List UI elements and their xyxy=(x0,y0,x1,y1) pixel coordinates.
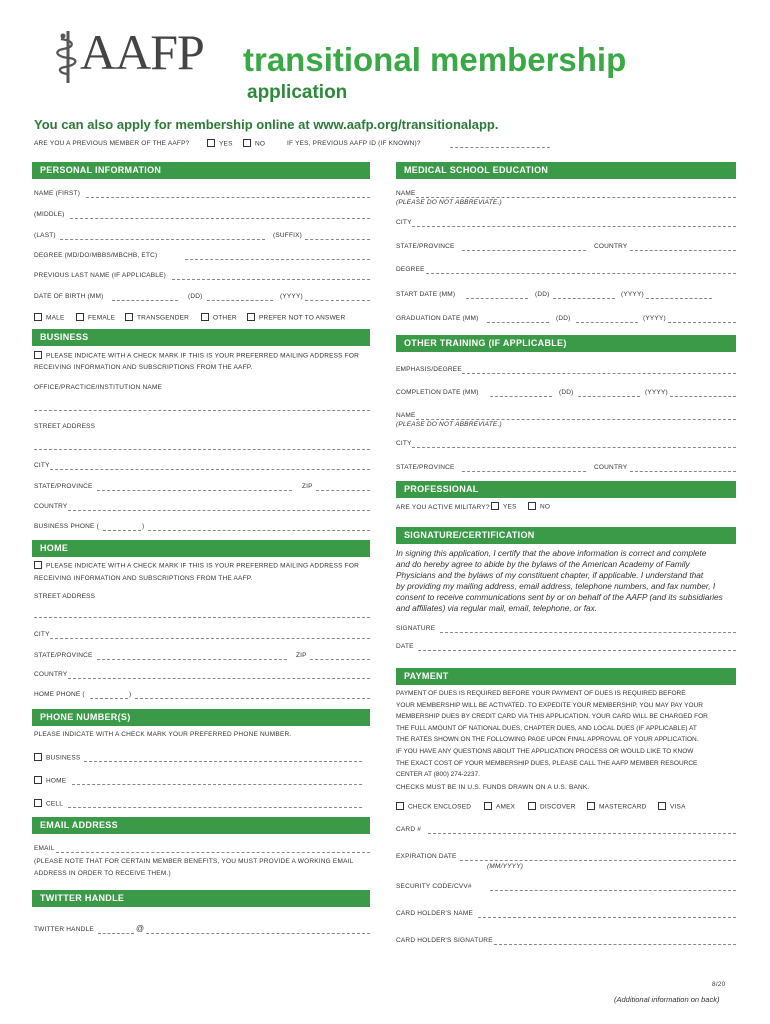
med-name-label: NAME xyxy=(396,190,416,197)
page-title: transitional membership xyxy=(243,41,627,78)
card-holder-name-label: CARD HOLDER'S NAME xyxy=(396,910,474,917)
email-note-1: (PLEASE NOTE THAT FOR CERTAIN MEMBER BENEFITS, YOU MUST PROVIDE A WORKING EMAIL xyxy=(34,858,354,865)
signature-heading: SIGNATURE/CERTIFICATION xyxy=(396,527,736,544)
checkbox-icon[interactable] xyxy=(34,561,42,569)
payment-text: PAYMENT OF DUES IS REQUIRED BEFORE YOUR PAYMENT OF DUES IS REQUIRED BEFORE YOUR MEMBERSHIP WILL BE ACTIVATED. TO EXPEDITE YOUR MEMBERSHIP, YOU MAY PAY YOUR MEMBERSHIP DUES BY CREDIT CARD VIA THIS APPLICATION. YOUR CARD WILL BE CHARGED FOR THE FULL AMOUNT OF NATIONAL DUES, CHAPTER DUES, AND LOCAL DUES (IF APPLICABLE) AT THE RATES SHOWN ON THE FOLLOWING PAGE UPON FINAL APPROVAL OF YOUR APPLICATION. IF YOU HAVE ANY QUESTIONS ABOUT THE APPLICATION PROCESS OR WOULD LIKE TO KNOW THE EXACT COST OF YOUR MEMBERSHIP DUES, PLEASE CALL THE AAFP MEMBER RESOURCE CENTER AT (800) 274-2237. xyxy=(396,690,708,779)
grad-yyyy-field[interactable] xyxy=(668,322,736,323)
start-date-label: START DATE (MM) xyxy=(396,291,456,298)
checkbox-icon[interactable] xyxy=(396,802,404,810)
med-city-field[interactable] xyxy=(412,226,736,227)
previous-member-question: ARE YOU A PREVIOUS MEMBER OF THE AAFP? xyxy=(34,140,190,147)
business-street-label: STREET ADDRESS xyxy=(34,423,96,430)
home-phone-close: ) xyxy=(129,691,132,698)
med-state-label: STATE/PROVINCE xyxy=(396,243,455,250)
aafp-logo-staff-icon xyxy=(55,27,81,85)
training-country-field[interactable] xyxy=(630,471,736,472)
phone-preference-note: PLEASE INDICATE WITH A CHECK MARK YOUR PREFERRED PHONE NUMBER. xyxy=(34,731,292,738)
card-holder-signature-label: CARD HOLDER'S SIGNATURE xyxy=(396,937,493,944)
start-yyyy-label: (YYYY) xyxy=(621,291,644,298)
home-mailing-preference[interactable]: PLEASE INDICATE WITH A CHECK MARK IF THIS IS YOUR PREFERRED MAILING ADDRESS FOR xyxy=(34,562,359,570)
previous-member-no[interactable]: NO xyxy=(243,140,265,148)
med-no-abbrev-note: (PLEASE DO NOT ABBREVIATE.) xyxy=(396,199,502,206)
completion-dd-label: (DD) xyxy=(559,389,574,396)
gender-prefer-not[interactable]: PREFER NOT TO ANSWER xyxy=(247,314,345,322)
home-phone-field[interactable] xyxy=(135,698,370,699)
aafp-logo: AAFP xyxy=(80,24,204,80)
med-city-label: CITY xyxy=(396,219,412,226)
expiration-label: EXPIRATION DATE xyxy=(396,853,457,860)
training-state-label: STATE/PROVINCE xyxy=(396,464,455,471)
medical-school-heading: MEDICAL SCHOOL EDUCATION xyxy=(396,162,736,179)
checkbox-icon[interactable] xyxy=(658,802,666,810)
expiration-field[interactable] xyxy=(460,860,736,861)
home-city-label: CITY xyxy=(34,631,50,638)
med-name-field[interactable] xyxy=(416,197,736,198)
grad-yyyy-label: (YYYY) xyxy=(643,315,666,322)
med-degree-label: DEGREE xyxy=(396,266,425,273)
phone-numbers-heading: PHONE NUMBER(S) xyxy=(32,709,370,726)
training-city-label: CITY xyxy=(396,440,412,447)
degree-field[interactable] xyxy=(185,259,370,260)
business-zip-field[interactable] xyxy=(316,490,370,491)
professional-heading: PROFESSIONAL xyxy=(396,481,736,498)
grad-dd-field[interactable] xyxy=(576,322,638,323)
twitter-heading: TWITTER HANDLE xyxy=(32,890,370,907)
security-code-label: SECURITY CODE/CVV# xyxy=(396,883,472,890)
start-yyyy-field[interactable] xyxy=(646,298,712,299)
date-field[interactable] xyxy=(418,650,736,651)
page-subtitle: application xyxy=(247,82,348,103)
home-heading: HOME xyxy=(32,540,370,557)
med-country-field[interactable] xyxy=(630,250,736,251)
twitter-handle-field[interactable] xyxy=(146,933,370,934)
checkbox-icon[interactable] xyxy=(201,313,209,321)
training-name-field[interactable] xyxy=(416,419,736,420)
business-country-label: COUNTRY xyxy=(34,503,68,510)
gender-male[interactable]: MALE xyxy=(34,314,65,322)
completion-yyyy-field[interactable] xyxy=(670,396,736,397)
med-country-label: COUNTRY xyxy=(594,243,628,250)
checkbox-icon[interactable] xyxy=(207,139,215,147)
med-state-field[interactable] xyxy=(462,250,586,251)
phone-business-field[interactable] xyxy=(84,761,362,762)
graduation-date-label: GRADUATION DATE (MM) xyxy=(396,315,479,322)
start-dd-field[interactable] xyxy=(553,298,615,299)
office-field[interactable] xyxy=(34,410,370,411)
checkbox-icon[interactable] xyxy=(528,802,536,810)
home-mailing-note: RECEIVING INFORMATION AND SUBSCRIPTIONS FROM THE AAFP. xyxy=(34,575,253,582)
emphasis-label: EMPHASIS/DEGREE xyxy=(396,366,462,373)
med-degree-field[interactable] xyxy=(426,273,736,274)
emphasis-field[interactable] xyxy=(462,373,736,374)
previous-id-label: IF YES, PREVIOUS AAFP ID (IF KNOWN)? xyxy=(287,140,421,147)
card-number-label: CARD # xyxy=(396,826,422,833)
degree-label: DEGREE (MD/DO/MBBS/MBCHB, ETC) xyxy=(34,252,158,259)
previous-member-yes[interactable]: YES xyxy=(207,140,233,148)
business-phone-close: ) xyxy=(142,523,145,530)
checkbox-icon[interactable] xyxy=(491,502,499,510)
business-heading: BUSINESS xyxy=(32,329,370,346)
middle-label: (MIDDLE) xyxy=(34,211,65,218)
completion-mm-field[interactable] xyxy=(490,396,552,397)
checkbox-icon[interactable] xyxy=(76,313,84,321)
business-phone-label: BUSINESS PHONE ( xyxy=(34,523,99,530)
twitter-at-symbol: @ xyxy=(136,924,145,933)
email-label: EMAIL xyxy=(34,845,55,852)
phone-cell-field[interactable] xyxy=(68,807,362,808)
email-note-2: ADDRESS IN ORDER TO RECEIVE THEM.) xyxy=(34,870,171,877)
last-label: (LAST) xyxy=(34,232,56,239)
dob-mm-field[interactable] xyxy=(112,300,178,301)
business-zip-label: ZIP xyxy=(302,483,313,490)
pay-visa[interactable]: VISA xyxy=(658,803,686,811)
business-street-field[interactable] xyxy=(34,449,370,450)
office-label: OFFICE/PRACTICE/INSTITUTION NAME xyxy=(34,384,163,391)
card-holder-name-field[interactable] xyxy=(478,917,736,918)
military-no-option[interactable]: NO xyxy=(528,503,550,511)
card-holder-signature-field[interactable] xyxy=(494,944,736,945)
checkbox-icon[interactable] xyxy=(484,802,492,810)
pay-check-enclosed[interactable]: CHECK ENCLOSED xyxy=(396,803,471,811)
start-dd-label: (DD) xyxy=(535,291,550,298)
grad-mm-field[interactable] xyxy=(487,322,549,323)
card-number-field[interactable] xyxy=(428,833,736,834)
online-apply-note: You can also apply for membership online at www.aafp.org/transitionalapp. xyxy=(34,117,499,132)
business-city-field[interactable] xyxy=(50,469,370,470)
business-phone-field[interactable] xyxy=(148,530,370,531)
start-mm-field[interactable] xyxy=(466,298,528,299)
certification-text: In signing this application, I certify that the above information is correct and complete and do hereby agree to abide by the bylaws of the American Academy of Family Physicians and the bylaws of my constituent chapter, if applicable. I understand that by providing my mailing address, email address, telephone numbers, and fax number, I consent to receive communications sent by or on behalf of the AAFP (and its subsidiaries and affiliates) via regular mail, email, telephone, or fax. xyxy=(396,548,723,613)
business-country-field[interactable] xyxy=(68,510,370,511)
business-state-label: STATE/PROVINCE xyxy=(34,483,93,490)
phone-cell-option[interactable]: CELL xyxy=(34,800,63,808)
name-first-field[interactable] xyxy=(86,197,370,198)
training-country-label: COUNTRY xyxy=(594,464,628,471)
grad-dd-label: (DD) xyxy=(556,315,571,322)
other-training-heading: OTHER TRAINING (IF APPLICABLE) xyxy=(396,335,736,352)
checkbox-icon[interactable] xyxy=(34,753,42,761)
training-name-label: NAME xyxy=(396,412,416,419)
checkbox-icon[interactable] xyxy=(34,776,42,784)
date-label: DATE xyxy=(396,643,414,650)
personal-info-heading: PERSONAL INFORMATION xyxy=(32,162,370,179)
back-page-note: (Additional information on back) xyxy=(614,995,720,1004)
business-mailing-note: RECEIVING INFORMATION AND SUBSCRIPTIONS FROM THE AAFP. xyxy=(34,364,253,371)
checkbox-icon[interactable] xyxy=(125,313,133,321)
gender-female[interactable]: FEMALE xyxy=(76,314,115,322)
security-code-field[interactable] xyxy=(490,890,736,891)
home-zip-label: ZIP xyxy=(296,652,307,659)
checkbox-icon[interactable] xyxy=(34,313,42,321)
middle-field[interactable] xyxy=(70,218,370,219)
completion-dd-field[interactable] xyxy=(578,396,640,397)
business-phone-area-field[interactable] xyxy=(103,530,141,531)
military-yes-option[interactable]: YES xyxy=(491,503,517,511)
email-field[interactable] xyxy=(56,852,370,853)
training-no-abbrev-note: (PLEASE DO NOT ABBREVIATE.) xyxy=(396,421,502,428)
last-field[interactable] xyxy=(60,239,265,240)
home-city-field[interactable] xyxy=(50,638,370,639)
checkbox-icon[interactable] xyxy=(34,351,42,359)
home-country-field[interactable] xyxy=(68,678,370,679)
revision-date: 8/20 xyxy=(712,981,726,988)
business-city-label: CITY xyxy=(34,462,50,469)
home-zip-field[interactable] xyxy=(310,659,370,660)
signature-label: SIGNATURE xyxy=(396,625,436,632)
dob-dd-label: (DD) xyxy=(188,293,203,300)
training-city-field[interactable] xyxy=(412,447,736,448)
home-phone-label: HOME PHONE ( xyxy=(34,691,85,698)
dob-label: DATE OF BIRTH (MM) xyxy=(34,293,104,300)
name-first-label: NAME (FIRST) xyxy=(34,190,81,197)
training-state-field[interactable] xyxy=(462,471,586,472)
gender-transgender[interactable]: TRANSGENDER xyxy=(125,314,189,322)
home-street-label: STREET ADDRESS xyxy=(34,593,96,600)
gender-other[interactable]: OTHER xyxy=(201,314,237,322)
completion-yyyy-label: (YYYY) xyxy=(645,389,668,396)
checkbox-icon[interactable] xyxy=(34,799,42,807)
suffix-label: (SUFFIX) xyxy=(273,232,303,239)
pay-mastercard[interactable]: MASTERCARD xyxy=(587,803,647,811)
previous-last-name-field[interactable] xyxy=(172,279,370,280)
home-phone-area-field[interactable] xyxy=(90,698,128,699)
expiration-format-note: (MM/YYYY) xyxy=(487,863,524,870)
twitter-label: TWITTER HANDLE xyxy=(34,926,94,933)
phone-home-option[interactable]: HOME xyxy=(34,777,66,785)
dob-yyyy-label: (YYYY) xyxy=(280,293,303,300)
phone-home-field[interactable] xyxy=(72,784,362,785)
home-state-label: STATE/PROVINCE xyxy=(34,652,93,659)
checkbox-icon[interactable] xyxy=(528,502,536,510)
pay-discover[interactable]: DISCOVER xyxy=(528,803,576,811)
email-heading: EMAIL ADDRESS xyxy=(32,817,370,834)
checkbox-icon[interactable] xyxy=(243,139,251,147)
previous-id-field[interactable] xyxy=(450,147,550,148)
home-street-field[interactable] xyxy=(34,617,370,618)
previous-last-name-label: PREVIOUS LAST NAME (IF APPLICABLE) xyxy=(34,272,167,279)
completion-date-label: COMPLETION DATE (MM) xyxy=(396,389,479,396)
checkbox-icon[interactable] xyxy=(247,313,255,321)
checks-note: CHECKS MUST BE IN U.S. FUNDS DRAWN ON A U.S. BANK. xyxy=(396,784,590,791)
business-mailing-preference[interactable]: PLEASE INDICATE WITH A CHECK MARK IF THIS IS YOUR PREFERRED MAILING ADDRESS FOR xyxy=(34,352,359,360)
home-country-label: COUNTRY xyxy=(34,671,68,678)
home-state-field[interactable] xyxy=(97,659,287,660)
payment-heading: PAYMENT xyxy=(396,668,736,685)
suffix-field[interactable] xyxy=(305,239,370,240)
pay-amex[interactable]: AMEX xyxy=(484,803,515,811)
dob-yyyy-field[interactable] xyxy=(305,300,370,301)
dob-dd-field[interactable] xyxy=(207,300,273,301)
twitter-prefix-field[interactable] xyxy=(98,933,134,934)
checkbox-icon[interactable] xyxy=(587,802,595,810)
signature-field[interactable] xyxy=(440,632,736,633)
phone-business-option[interactable]: BUSINESS xyxy=(34,754,80,762)
business-state-field[interactable] xyxy=(97,490,292,491)
military-question: ARE YOU ACTIVE MILITARY? xyxy=(396,504,490,511)
